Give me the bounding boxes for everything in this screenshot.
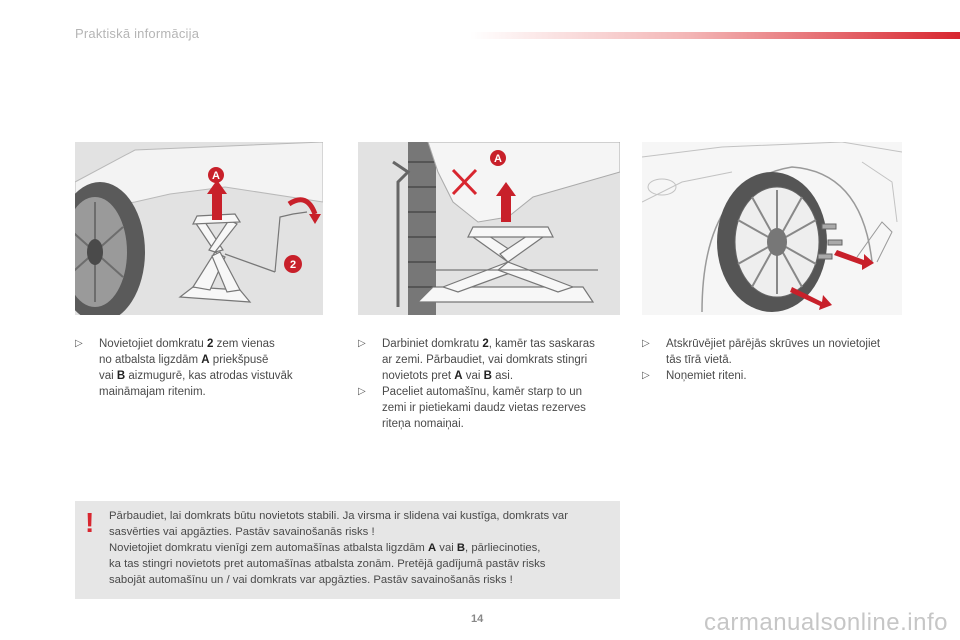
illustration-jack-placement	[75, 142, 323, 315]
header-accent-bar	[470, 32, 960, 39]
step-2-item-a: ▷ Darbiniet domkratu 2, kamēr tas saskaras ar zemi. Pārbaudiet, vai domkrats stingri novietots pret A vai B asi.	[358, 338, 595, 382]
jack-contact-drawing	[358, 142, 620, 315]
illustration-wheel-removal	[642, 142, 902, 315]
section-title: Praktiskā informācija	[75, 26, 200, 41]
bullet-icon: ▷	[358, 386, 366, 397]
step-3-item-a: ▷ Atskrūvējiet pārējās skrūves un novietojiet tās tīrā vietā.	[642, 338, 881, 366]
bullet-icon: ▷	[642, 370, 650, 381]
marker-2-label: 2	[289, 259, 297, 271]
step-3-text	[642, 336, 912, 384]
bullet-icon: ▷	[75, 338, 83, 349]
step-3-item-b: ▷ Noņemiet riteni.	[642, 370, 747, 382]
wheel-removal-drawing	[642, 142, 902, 315]
marker-a-label: A	[212, 170, 220, 182]
bullet-icon: ▷	[358, 338, 366, 349]
watermark: carmanualsonline.info	[704, 609, 948, 636]
step-2-text	[358, 336, 623, 432]
marker-a-label-2: A	[494, 153, 502, 165]
warning-text: Pārbaudiet, lai domkrats būtu novietots stabili. Ja virsma ir slidena vai kustīga, domkrats var sasvērties vai apgāzties. Pastāv savainošanās risks ! Novietojiet domkratu vienīgi zem automašīnas atbalsta ligzdām A vai B, pārliecinoties, ka tas stingri novietots pret automašīnas atbalsta zonām. Pretējā gadījumā pastāv risks sabojāt automašīnu un / vai domkrats var apgāzties. Pastāv savainošanās risks !	[109, 510, 568, 586]
warning-exclamation-icon: !	[85, 507, 95, 538]
bullet-icon: ▷	[642, 338, 650, 349]
warning-box	[75, 501, 620, 599]
page-number: 14	[471, 613, 484, 625]
step-2-item-b: ▷ Paceliet automašīnu, kamēr starp to un zemi ir pietiekami daudz vietas rezerves riteņa nomaiņai.	[358, 386, 586, 430]
step-1-text	[75, 336, 325, 400]
step-1-item: ▷ Novietojiet domkratu 2 zem vienas no atbalsta ligzdām A priekšpusē vai B aizmugurē, kas atrodas vistuvāk maināmajam ritenim.	[75, 338, 293, 398]
jack-placement-drawing	[75, 142, 323, 315]
illustration-jack-contact	[358, 142, 620, 315]
